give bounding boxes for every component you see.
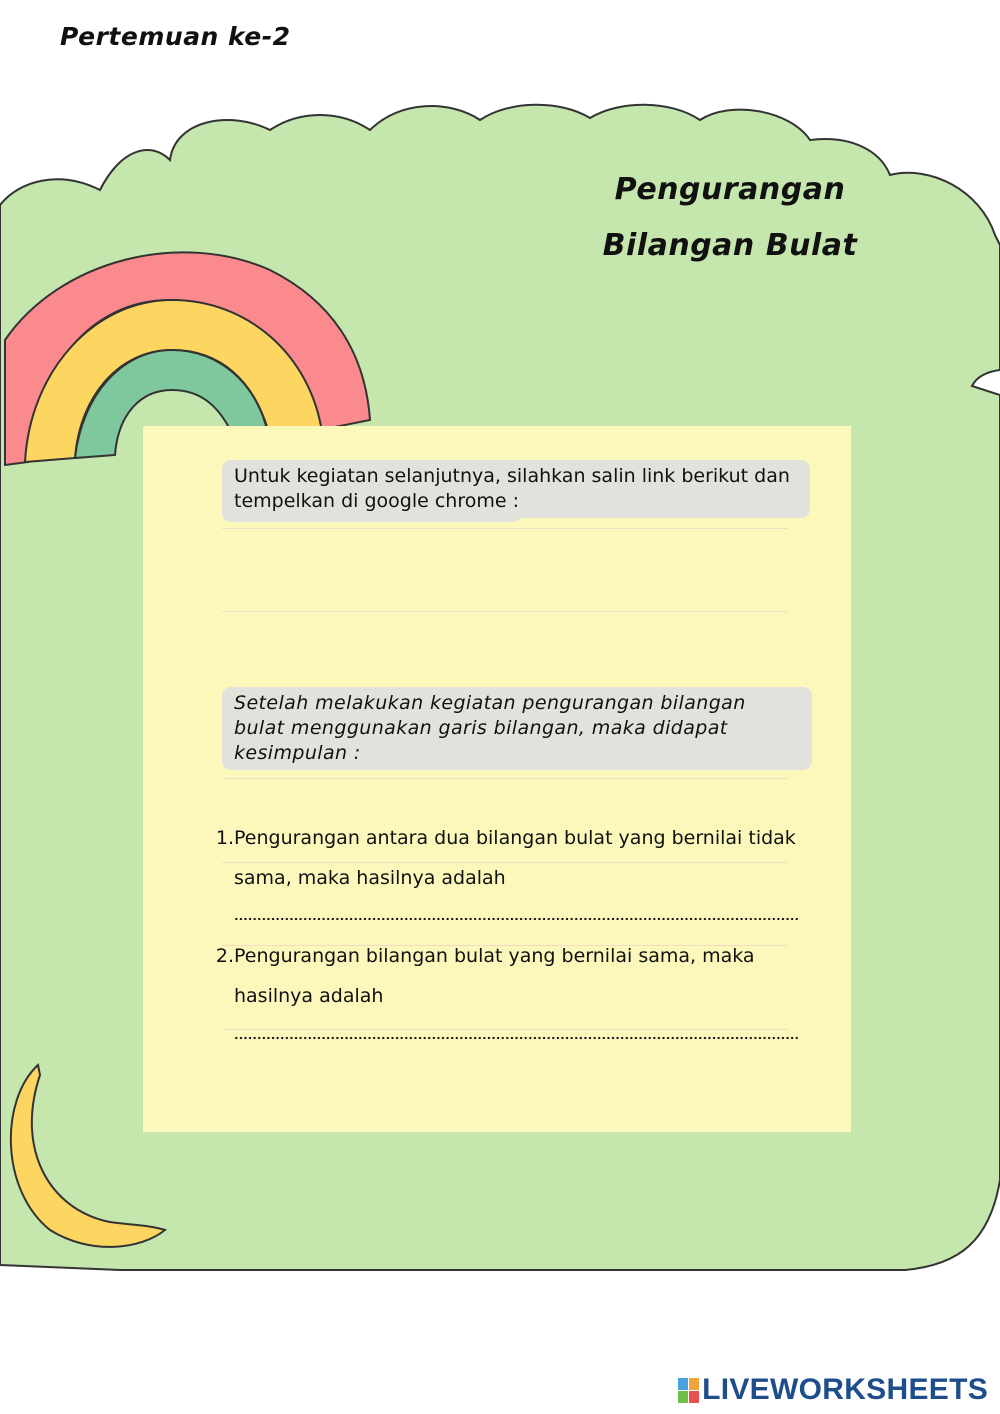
link-answer-line (222, 611, 788, 612)
title-line-2: Bilangan Bulat (602, 228, 858, 263)
liveworksheets-logo-icon (678, 1378, 699, 1403)
link-answer-line (222, 528, 788, 529)
ruled-line (222, 778, 788, 779)
instruction-text: Untuk kegiatan selanjutnya, silahkan salin link berikut dan tempelkan di google chrome : (222, 460, 810, 518)
page-title (590, 162, 870, 274)
liveworksheets-logo (678, 1373, 988, 1407)
question-2 (212, 936, 802, 1016)
question-text-line: Pengurangan antara dua bilangan bulat yang bernilai tidak (234, 827, 796, 849)
ruled-line (222, 1029, 788, 1030)
question-text-line: Pengurangan bilangan bulat yang bernilai sama, maka (234, 945, 755, 967)
answer-blank-1[interactable] (234, 917, 798, 921)
meeting-label: Pertemuan ke-2 (60, 22, 291, 51)
question-text-line: hasilnya adalah (234, 985, 384, 1007)
title-line-1: Pengurangan (614, 172, 846, 207)
logo-text: LIVEWORKSHEETS (702, 1373, 988, 1406)
ruled-line (222, 862, 788, 863)
question-number: 2. (215, 945, 234, 967)
question-text-line: sama, maka hasilnya adalah (234, 867, 506, 889)
conclusion-prompt: Setelah melakukan kegiatan pengurangan bilangan bulat menggunakan garis bilangan, maka didapat kesimpulan : (222, 687, 812, 770)
worksheet-panel (143, 426, 851, 1132)
question-number: 1. (215, 827, 234, 849)
question-1 (212, 818, 802, 898)
answer-blank-2[interactable] (234, 1036, 798, 1040)
